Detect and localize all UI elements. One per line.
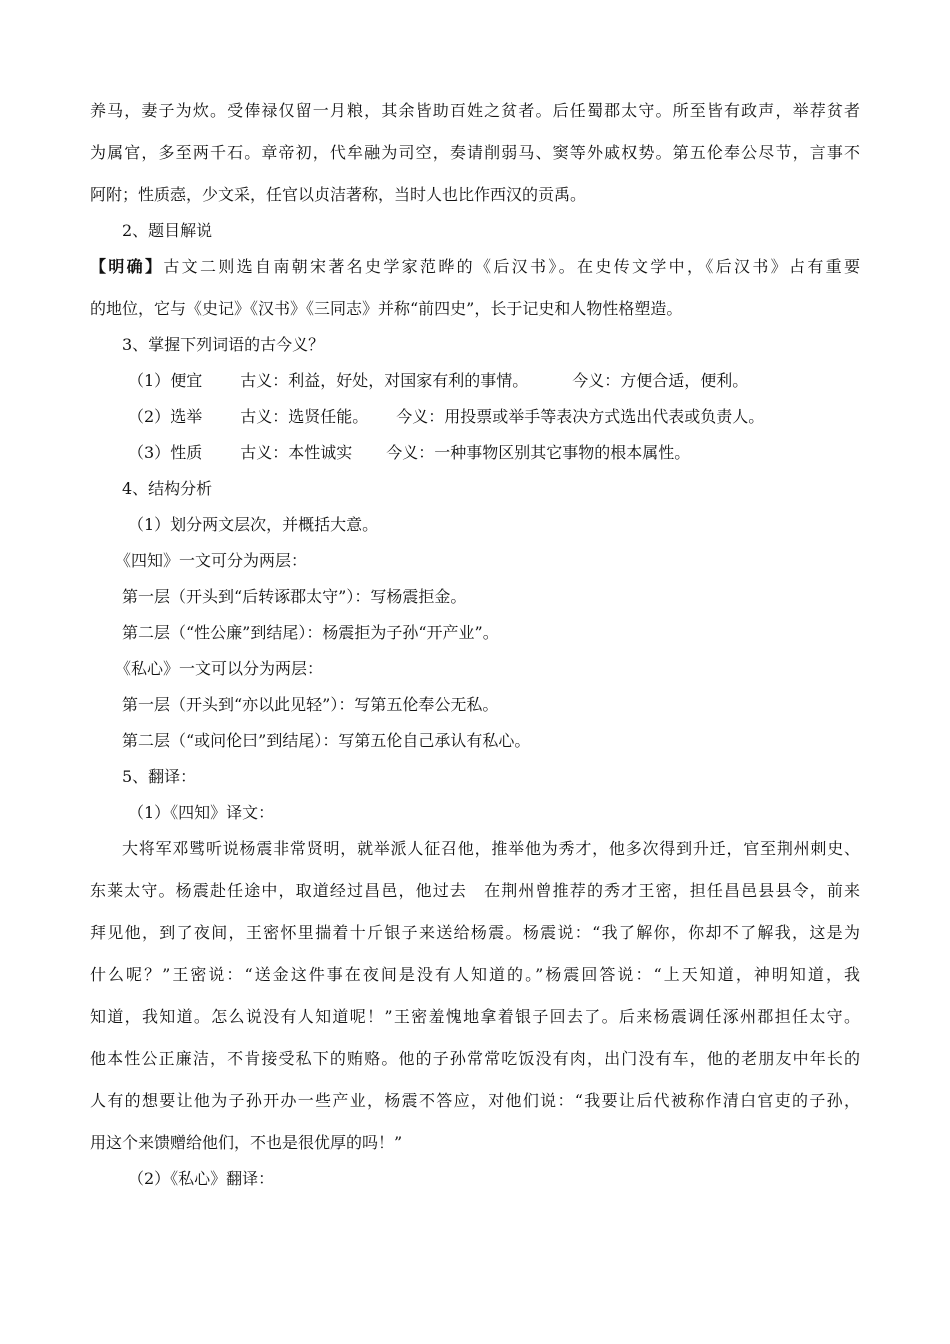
term-num-2: （2） bbox=[128, 407, 171, 426]
term-modern-1: 今义：方便合适，便利。 bbox=[572, 371, 749, 390]
term-ancient-1: 古义：利益，好处，对国家有利的事情。 bbox=[240, 371, 529, 390]
sixin-title: 《私心》一文可以分为两层： bbox=[115, 659, 324, 678]
section2-line-1 bbox=[90, 256, 860, 278]
section2-label: 【明确】 bbox=[90, 257, 164, 276]
translation-line-8: 用这个来馈赠给他们，不也是很优厚的吗！” bbox=[90, 1133, 403, 1152]
translation-line-7: 人有的想要让他为子孙开办一些产业，杨震不答应，对他们说：“我要让后代被称作清白官吏的子孙， bbox=[90, 1091, 860, 1110]
translation-line-4: 什么呢？”王密说：“送金这件事在夜间是没有人知道的。”杨震回答说：“上天知道，神明知道，我 bbox=[90, 965, 860, 984]
term-num-3: （3） bbox=[128, 443, 171, 462]
section5-sub1: （1）《四知》译文： bbox=[128, 803, 275, 822]
term-row-2 bbox=[128, 406, 764, 428]
term-word-1: 便宜 bbox=[170, 371, 203, 390]
section2-heading: 2、题目解说 bbox=[122, 221, 213, 240]
intro-line-3: 阿附；性质悫，少文采，任官以贞洁著称，当时人也比作西汉的贡禹。 bbox=[90, 185, 587, 204]
term-word-2: 选举 bbox=[170, 407, 203, 426]
term-row-1 bbox=[128, 370, 748, 392]
section5-heading: 5、翻译： bbox=[122, 767, 197, 786]
term-ancient-3: 古义：本性诚实 bbox=[240, 443, 353, 462]
section2-text-1: 古文二则选自南朝宋著名史学家范晔的《后汉书》。在史传文学中，《后汉书》占有重要 bbox=[163, 257, 860, 276]
term-modern-3: 今义：一种事物区别其它事物的根本属性。 bbox=[386, 443, 691, 462]
translation-line-2: 东莱太守。杨震赴任途中，取道经过昌邑，他过去 在荆州曾推荐的秀才王密，担任昌邑县县令，前来 bbox=[90, 881, 860, 900]
sizhi-layer-2: 第二层（“性公廉”到结尾）：杨震拒为子孙“开产业”。 bbox=[122, 623, 499, 642]
intro-line-1: 养马，妻子为炊。受俸禄仅留一月粮，其余皆助百姓之贫者。后任蜀郡太守。所至皆有政声，举荐贫者 bbox=[90, 101, 860, 120]
sixin-layer-1: 第一层（开头到“亦以此见轻”）：写第五伦奉公无私。 bbox=[122, 695, 499, 714]
translation-line-5: 知道，我知道。怎么说没有人知道呢！”王密羞愧地拿着银子回去了。后来杨震调任涿州郡担任太守。 bbox=[90, 1007, 860, 1026]
intro-line-2: 为属官，多至两千石。章帝初，代牟融为司空，奏请削弱马、窦等外戚权势。第五伦奉公尽节，言事不 bbox=[90, 143, 860, 162]
translation-line-1: 大将军邓骘听说杨震非常贤明，就举派人征召他，推举他为秀才，他多次得到升迁，官至荆州刺史、 bbox=[122, 839, 860, 858]
sizhi-layer-1: 第一层（开头到“后转诼郡太守”）：写杨震拒金。 bbox=[122, 587, 467, 606]
translation-line-3: 拜见他，到了夜间，王密怀里揣着十斤银子来送给杨震。杨震说：“我了解你，你却不了解我，这是为 bbox=[90, 923, 860, 942]
term-word-3: 性质 bbox=[170, 443, 203, 462]
section2-line-2: 的地位，它与《史记》《汉书》《三同志》并称“前四史”，长于记史和人物性格塑造。 bbox=[90, 299, 683, 318]
term-row-3 bbox=[128, 442, 690, 464]
section4-sub1: （1）划分两文层次，并概括大意。 bbox=[128, 515, 379, 534]
sixin-layer-2: 第二层（“或问伦曰”到结尾）：写第五伦自己承认有私心。 bbox=[122, 731, 531, 750]
term-num-1: （1） bbox=[128, 371, 171, 390]
term-ancient-2: 古义：选贤任能。 bbox=[240, 407, 369, 426]
term-modern-2: 今义：用投票或举手等表决方式选出代表或负责人。 bbox=[396, 407, 765, 426]
section5-sub2: （2）《私心》翻译： bbox=[128, 1169, 275, 1188]
translation-line-6: 他本性公正廉洁，不肯接受私下的贿赂。他的子孙常常吃饭没有肉，出门没有车，他的老朋友中年长的 bbox=[90, 1049, 860, 1068]
sizhi-title: 《四知》一文可分为两层： bbox=[115, 551, 308, 570]
section3-heading: 3、掌握下列词语的古今义？ bbox=[122, 335, 325, 354]
section4-heading: 4、结构分析 bbox=[122, 479, 213, 498]
